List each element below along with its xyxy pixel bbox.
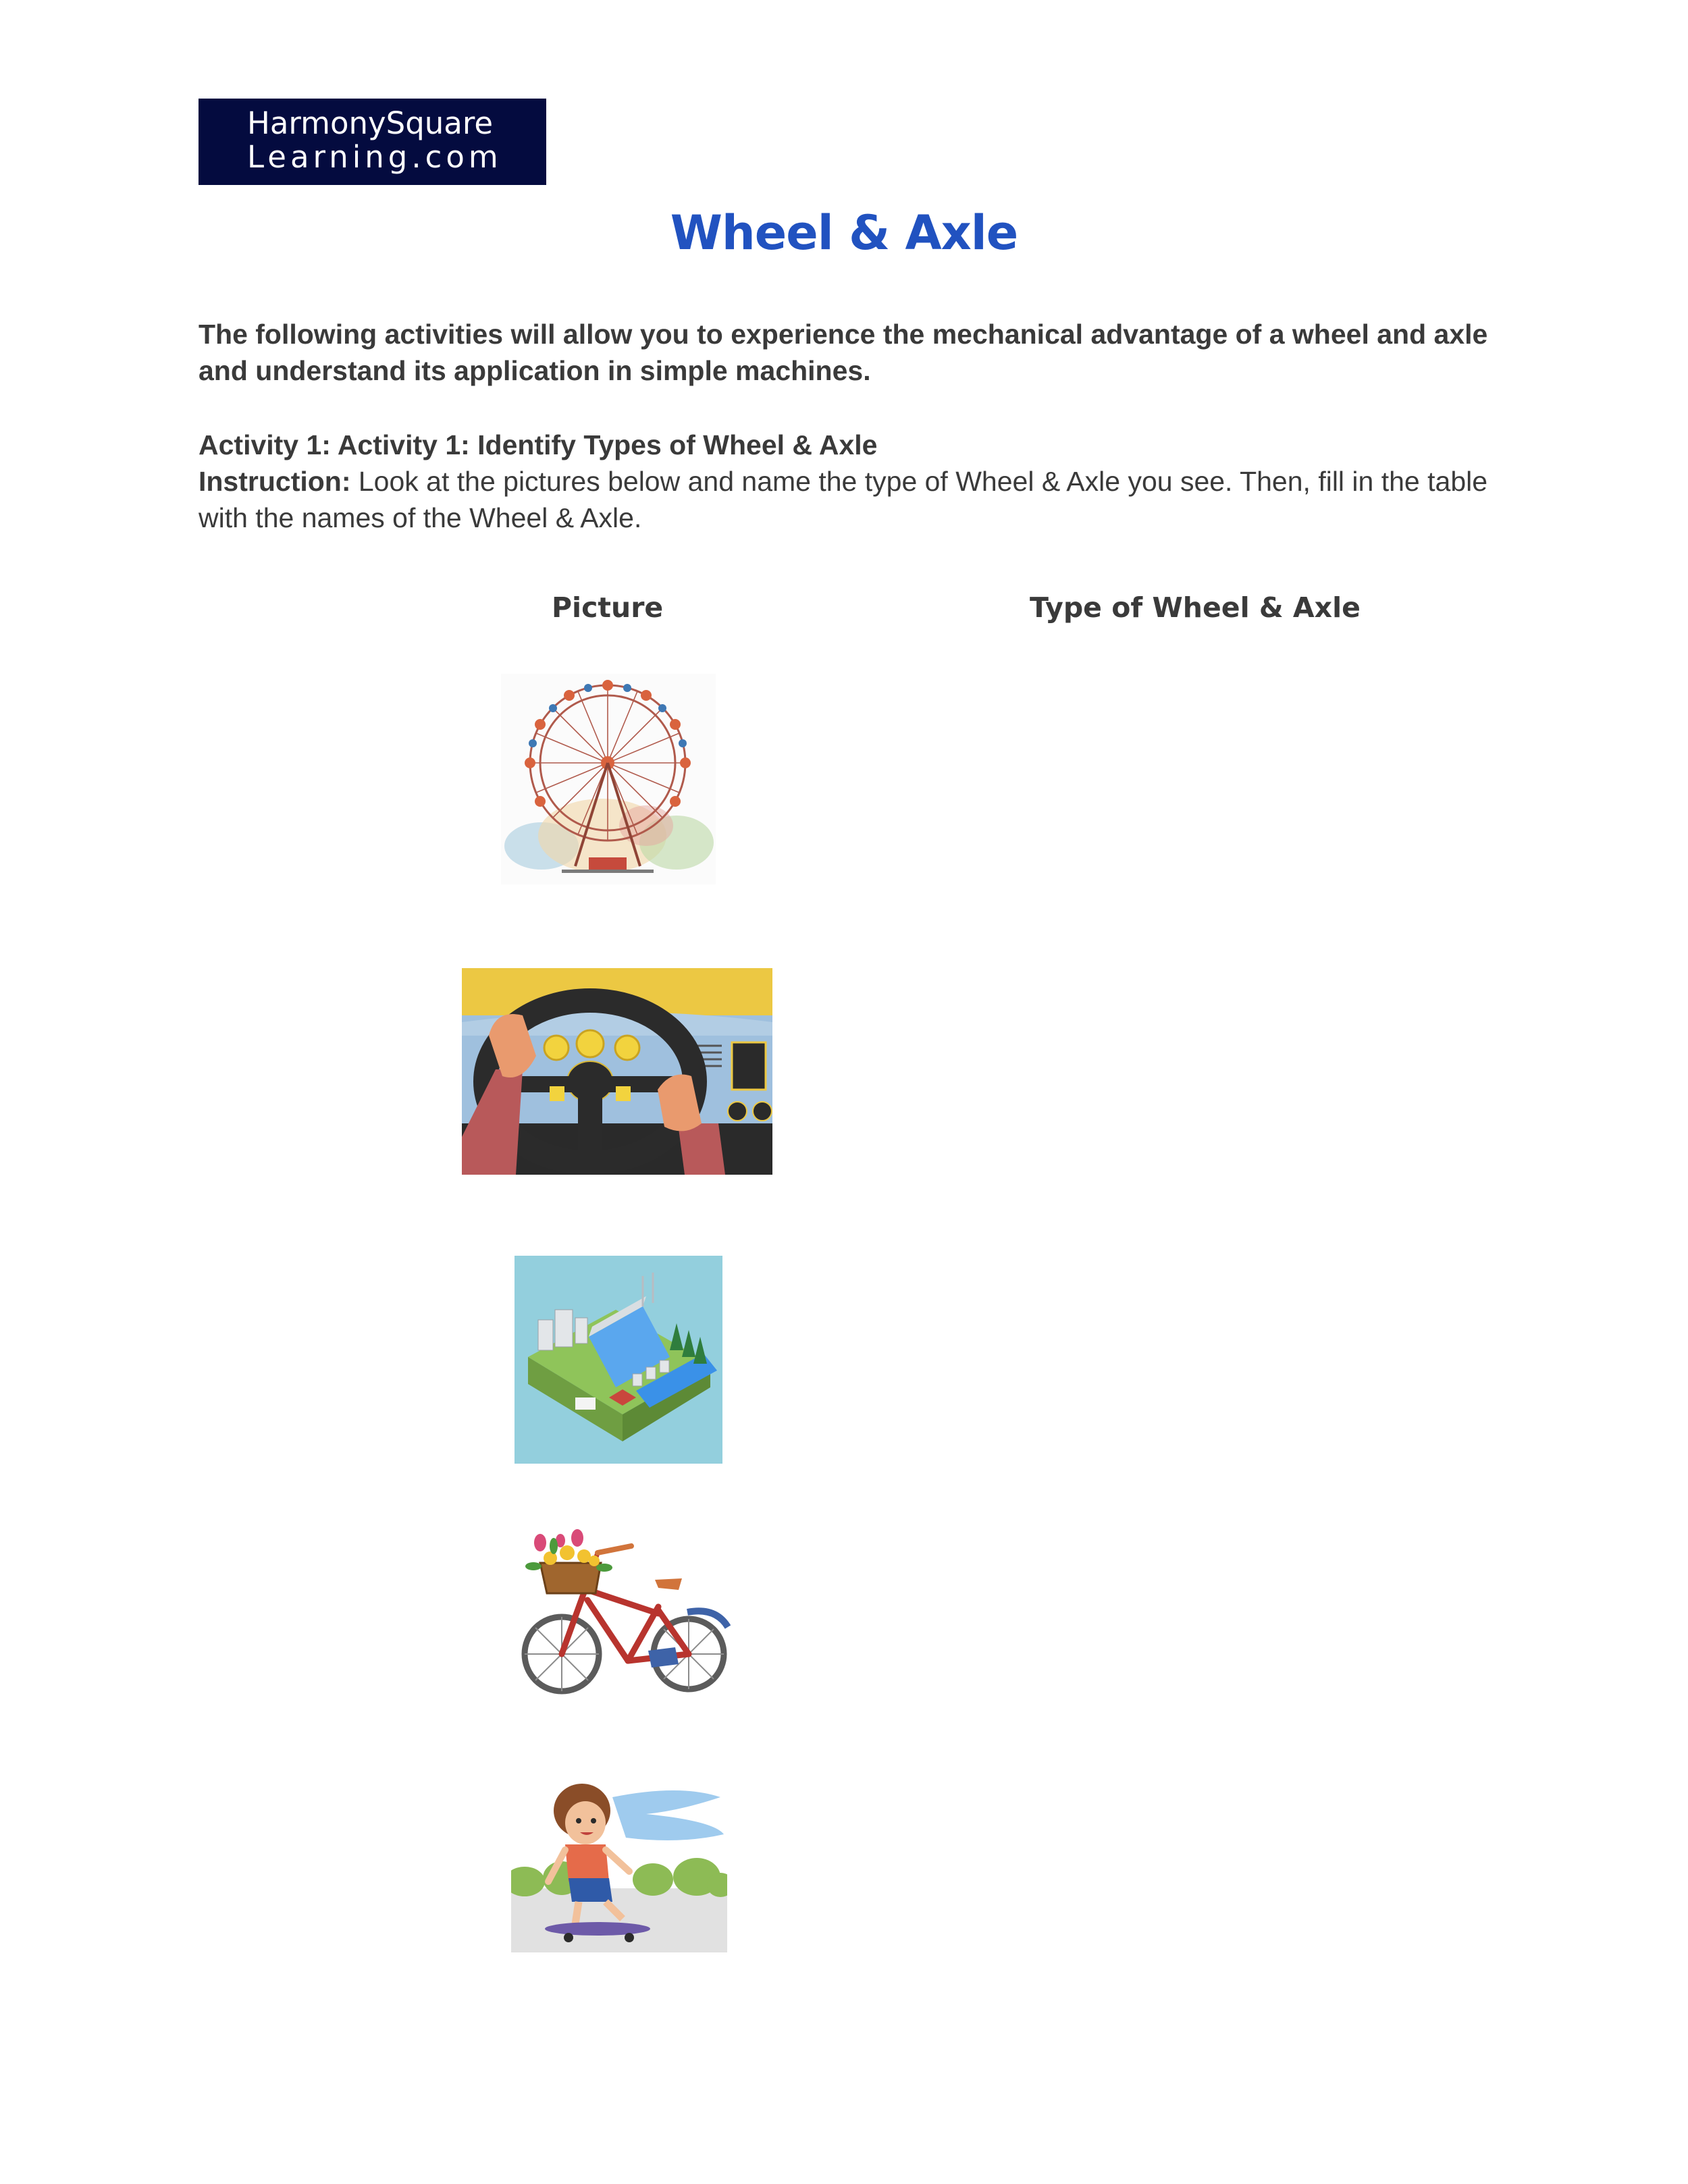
instruction-text: Look at the pictures below and name the type of Wheel & Axle you see. Then, fill in the table with the names of the Wheel & Axle. [199,466,1488,533]
bicycle-illustration [520,1526,743,1701]
type-column-header: Type of Wheel & Axle [1030,591,1361,624]
brand-logo [199,99,546,185]
water-wheel-dam-illustration [515,1256,722,1464]
activity-heading: Activity 1: Activity 1: Identify Types of Wheel & Axle [199,429,878,460]
page-title: Wheel & Axle [670,205,1018,261]
picture-column-header: Picture [552,591,664,624]
logo-line-2: Learning.com [247,139,502,175]
activity-section [199,427,1502,536]
steering-wheel-illustration [462,968,772,1175]
logo-line-1: HarmonySquare [247,105,494,141]
instruction-label: Instruction: [199,466,351,497]
ferris-wheel-illustration [501,674,716,884]
intro-text: The following activities will allow you to experience the mechanical advantage of a wheel and axle and understand its application in simple machines. [199,319,1488,386]
skateboard-illustration [511,1770,727,1952]
